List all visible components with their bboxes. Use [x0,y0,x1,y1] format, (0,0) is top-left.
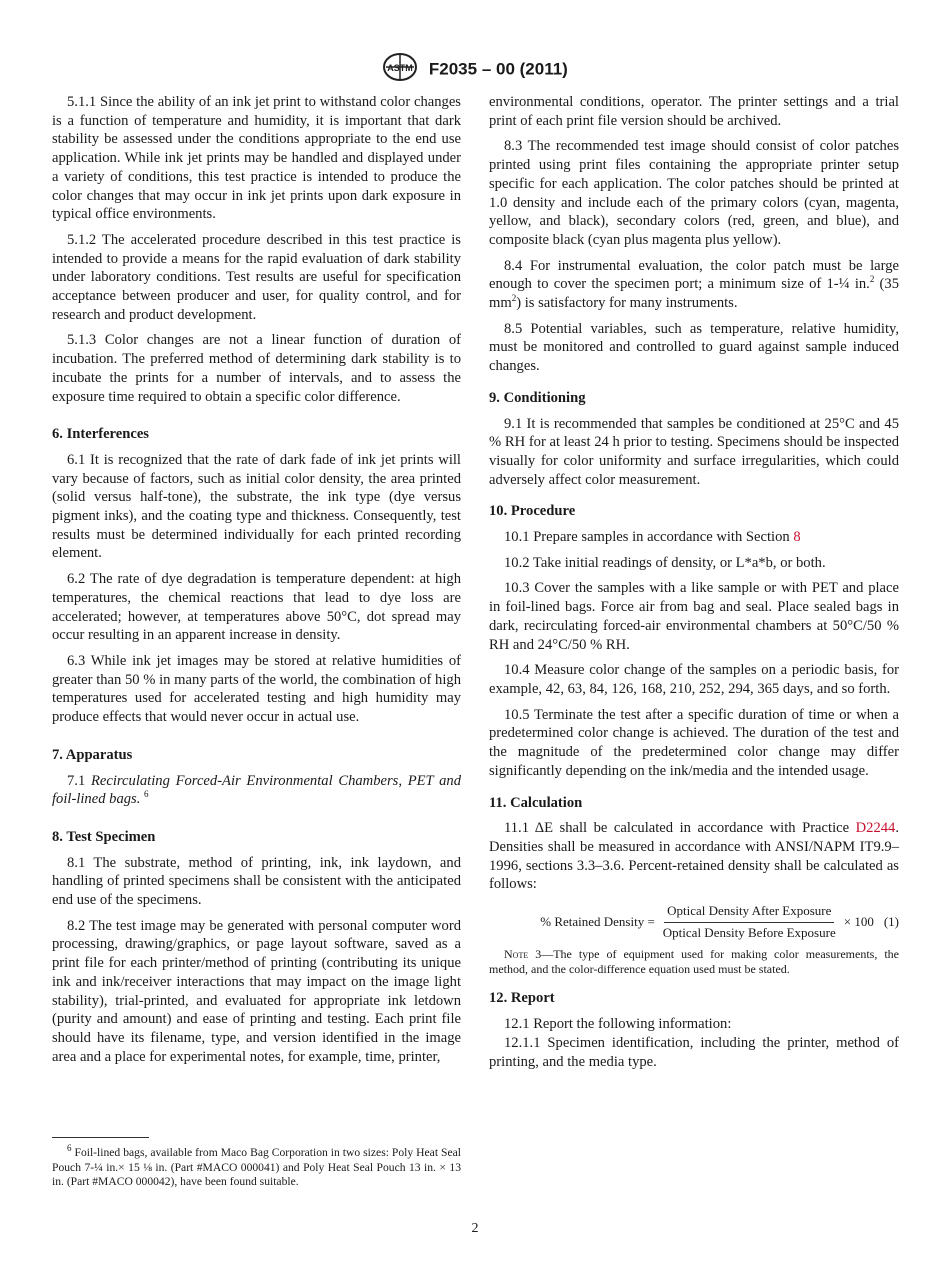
section-heading-10: 10. Procedure [489,503,576,520]
equation-1 [489,902,899,942]
paragraph-8-4-part-b: (35 mm [489,276,900,312]
section-heading-7: 7. Apparatus [52,746,133,763]
equation-multiplier: × 100 [843,913,874,929]
paragraph-5-1-1: 5.1.1 Since the ability of an ink jet print to withstand color changes is a function of temperature and humidity, it is important that dark stability be assessed under the conditions appropriate to the end use application. While ink jet prints may be handled and displayed under a variety of conditions, this test practice is intended to produce the color changes that may occur in ink jet prints upon dark exposure in typical office environments. [52,94,461,223]
paragraph-8-4-part-c: ) is satisfactory for many instruments. [516,295,738,312]
paragraph-10-1 [489,528,899,547]
paragraph-7-1-text: Recirculating Forced-Air Environmental Chambers, PET and foil-lined bags. [52,772,462,808]
paragraph-8-1: 8.1 The substrate, method of printing, ink, ink laydown, and handling of printed specimens shall be consistent with the anticipated end use of the specimens. [52,854,461,909]
paragraph-10-3: 10.3 Cover the samples with a like sample or with PET and place in foil-lined bags. Force air from bag and seal. Place sealed bags in dark, recirculating forced-air environmental chambers at 50°C/50 % RH and 24°C/50 % RH. [489,580,899,653]
d2244-link[interactable]: D2244 [855,820,896,837]
section-heading-12: 12. Report [489,990,555,1007]
page-header [0,52,950,87]
document-id: F2035 – 00 (2011) [428,59,568,79]
equation-numerator: Optical Density After Exposure [664,902,834,923]
svg-text:ASTM: ASTM [387,63,413,73]
right-column [489,93,899,1078]
paragraph-6-3: 6.3 While ink jet images may be stored at relative humidities of greater than 50 % in many parts of the world, the combination of high temperatures used for accelerated testing and high humidity may produce effects that would never occur in actual use. [52,652,461,726]
paragraph-5-1-3: 5.1.3 Color changes are not a linear function of duration of incubation. The preferred method of determining dark stability is to incubate the prints for a number of intervals, and to assess the exposure time required to obtain a specific color difference. [52,332,461,405]
paragraph-11-1-text-a: 11.1 ΔE shall be calculated in accordance with Practice [504,820,856,837]
section-heading-9: 9. Conditioning [489,389,586,406]
paragraph-10-1-text: 10.1 Prepare samples in accordance with Section [504,529,794,546]
paragraph-11-1 [489,819,899,894]
note-label: Note [504,947,529,962]
equation-number: (1) [883,913,899,929]
paragraph-11-1-text-b: . Densities shall be measured in accordance with ANSI/NAPM IT9.9–1996, sections 3.3–3.6. Percent-retained density shall be calculated as follows: [489,820,899,893]
footnote-mark: 6 [67,1143,72,1154]
section-heading-6: 6. Interferences [52,426,149,443]
paragraph-7-1-number: 7.1 [67,772,86,789]
note-3 [489,947,899,976]
paragraph-8-3: 8.3 The recommended test image should consist of color patches printed using print files containing the appropriate printer setup specific for each application. The color patches should be printed at 1.0 density and include each of the primary colors (cyan, magenta, yellow, and black), secondary colors (red, green, and blue), and composite black (cyan plus magenta plus yellow). [489,138,899,248]
paragraph-6-2: 6.2 The rate of dye degradation is temperature dependent: at high temperatures, the chemical reactions that lead to dye loss are accelerated; however, at temperatures above 50°C, dot spread may occur resulting in an apparent increase in density. [52,571,461,644]
footnote-divider [52,1137,149,1138]
footnote-6 [52,1143,461,1190]
superscript-2b: 2 [511,293,517,304]
section-8-link[interactable]: 8 [793,529,801,546]
equation-fraction [660,902,839,942]
footnote-ref-6: 6 [144,789,149,800]
note-text: 3—The type of equipment used for making color measurements, the method, and the color-difference equation used must be stated. [489,947,899,976]
left-column [52,93,461,1073]
paragraph-6-1: 6.1 It is recognized that the rate of dark fade of ink jet prints will vary because of factors, such as initial color density, the area printed (solid versus half-tone), the substrate, the ink type (dye versus pigment inks), and the coating type and thickness. Consequently, test results must be determined individually for each printed recording element. [52,451,461,562]
section-heading-11: 11. Calculation [489,794,583,811]
equation-lhs: % Retained Density = [540,913,655,929]
page-number: 2 [471,1221,479,1236]
astm-logo-icon [382,52,418,87]
paragraph-8-4-part-a: 8.4 For instrumental evaluation, the color patch must be large enough to cover the specimen port; a minimum size of 1-¼ in. [489,257,899,293]
paragraph-9-1: 9.1 It is recommended that samples be conditioned at 25°C and 45 % RH for at least 24 h prior to testing. Specimens should be inspected visually for color uniformity and surface irregularities, which could adversely affect color measurement. [489,415,899,488]
paragraph-12-1-1: 12.1.1 Specimen identification, including the printer, method of printing, and the media type. [489,1034,899,1070]
paragraph-10-4: 10.4 Measure color change of the samples on a periodic basis, for example, 42, 63, 84, 126, 168, 210, 252, 294, 365 days, and so forth. [489,662,899,697]
equation-denominator: Optical Density Before Exposure [662,924,836,940]
paragraph-5-1-2: 5.1.2 The accelerated procedure described in this test practice is intended to provide a means for the rapid evaluation of dark stability under laboratory conditions. Test results are useful for specification acceptance between producer and user, for quality control, and for research and product development. [52,231,461,323]
paragraph-10-5: 10.5 Terminate the test after a specific duration of time or when a predetermined color change is achieved. The duration of the test and the magnitude of the predetermined color change may differ significantly depending on the ink/media and the intended usage. [489,706,899,779]
paragraph-8-2: 8.2 The test image may be generated with personal computer word processing, drawing/graphics, or page layout software, saved as a print file for each printer/method of printing (contributing its unique ink and ink/receiver interactions that may impact on the image light stability), trial-printed, and evaluated for appropriate ink letdown (purity and amount) and ease of printing and testing. Each print file should have its filename, type, and version identified in the image area and a place for experimental notes, for example, time, printer, [52,917,461,1065]
paragraph-8-5: 8.5 Potential variables, such as temperature, relative humidity, must be monitored and controlled to guard against sample induced changes. [489,320,899,375]
paragraph-10-2: 10.2 Take initial readings of density, or L*a*b, or both. [504,554,826,571]
footnote-text: Foil-lined bags, available from Maco Bag Corporation in two sizes: Poly Heat Seal Pouch 7-¼ in.× 15 ⅛ in. (Part #MACO 000041) and Poly Heat Seal Pouch 13 in. × 13 in. (Part #MACO 000042), have been found suitable. [52,1146,461,1189]
paragraph-8-2-continued: environmental conditions, operator. The printer settings and a trial print of each print file version should be archived. [489,94,899,129]
paragraph-12-1: 12.1 Report the following information: [504,1016,732,1033]
paragraph-8-4 [489,257,899,313]
section-heading-8: 8. Test Specimen [52,828,156,845]
paragraph-7-1 [52,772,461,809]
superscript-2: 2 [869,274,875,285]
